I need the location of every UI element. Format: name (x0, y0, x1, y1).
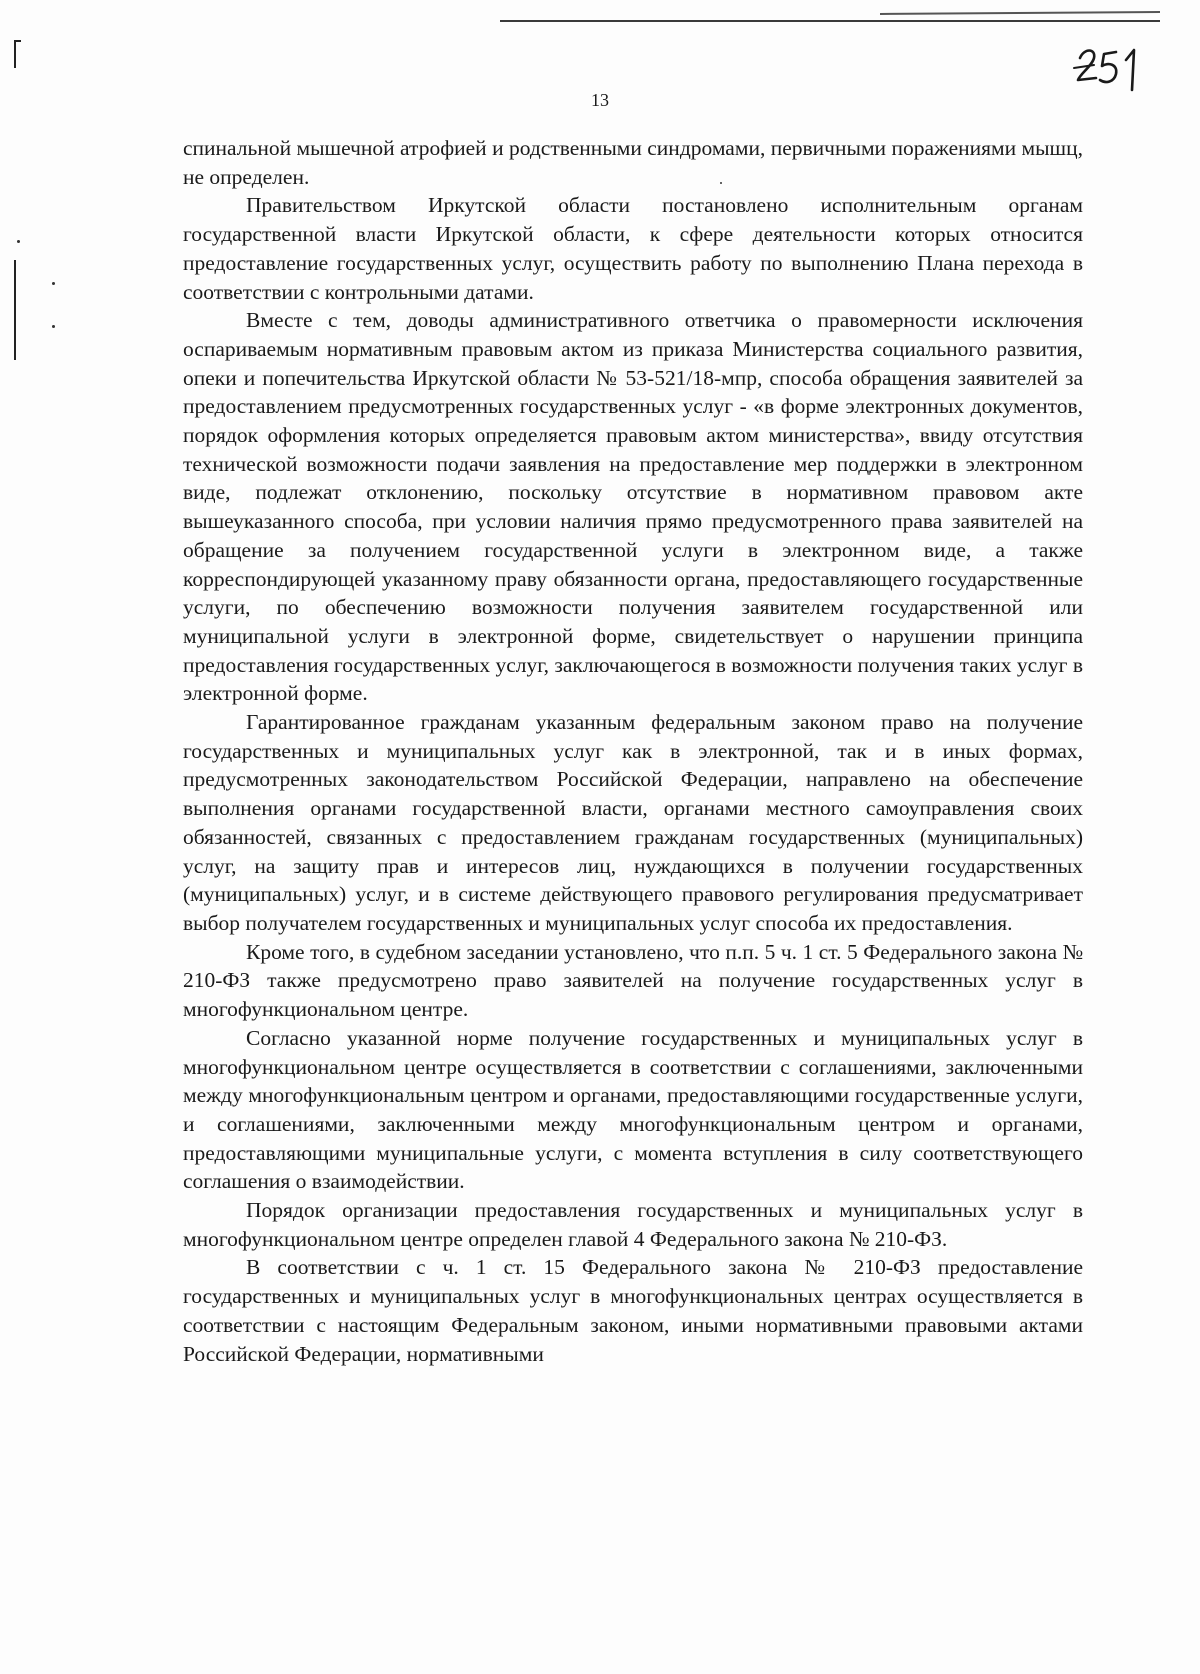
scan-margin-mark (14, 40, 21, 42)
paragraph: Порядок организации предоставления государственных и муниципальных услуг в многофункциональном центре определен главой 4 Федерального закона № 210-ФЗ. (183, 1198, 1083, 1251)
scan-speck (17, 240, 20, 243)
scan-top-rule-secondary (880, 11, 1160, 15)
paragraph: Гарантированное гражданам указанным федеральным законом право на получение государственных и муниципальных услуг как в электронной, так и в иных формах, предусмотренных законодательством Российской Федерации, направлено на обеспечение выполнения органами государственной власти, органами местного самоуправления своих обязанностей, связанных с предоставлением гражданам государственных (муниципальных) услуг, на защиту прав и интересов лиц, нуждающихся в получении государственных (муниципальных) услуг, и в системе действующего правового регулирования предусматривает выбор получателем государственных и муниципальных услуг способа их предоставления. (183, 710, 1083, 935)
scan-margin-mark (14, 40, 16, 68)
scan-speck (52, 282, 55, 285)
paragraph: В соответствии с ч. 1 ст. 15 Федерального закона № 210-ФЗ предоставление государственных и муниципальных услуг в многофункциональных центрах осуществляется в соответствии с настоящим Федеральным законом, иными нормативными правовыми актами Российской Федерации, нормативными (183, 1255, 1083, 1366)
scan-margin-bar (14, 260, 16, 360)
paragraph: Вместе с тем, доводы административного ответчика о правомерности исключения оспариваемым нормативным правовым актом из приказа Министерства социального развития, опеки и попечительства Иркутской области № 53-521/18-мпр, способа обращения заявителей за предоставлением предусмотренных государственных услуг - «в форме электронных документов, порядок оформления которых определяется правовым актом министерства», ввиду отсутствия технической возможности подачи заявления на предоставление мер поддержки в электронном виде, подлежат отклонению, поскольку отсутствие в нормативном правовом акте вышеуказанного способа, при условии наличия прямо предусмотренного права заявителей на обращение за получением государственной услуги в электронном виде, а также корреспондирующей указанному праву обязанности органа, предоставляющего государственные услуги, по обеспечению возможности получения заявителем государственной или муниципальной услуги в электронной форме, свидетельствует о нарушении принципа предоставления государственных услуг, заключающегося в возможности получения таких услуг в электронной форме. (183, 308, 1083, 706)
scan-top-rule (500, 20, 1160, 22)
paragraph: Согласно указанной норме получение государственных и муниципальных услуг в многофункциональном центре осуществляется в соответствии с соглашениями, заключенными между многофункциональным центром и органами, предоставляющими государственные услуги, и соглашениями, заключенными между многофункциональным центром и органами, предоставляющими муниципальные услуги, с момента вступления в силу соответствующего соглашения о взаимодействии. (183, 1025, 1083, 1194)
paragraph: спинальной мышечной атрофией и родственными синдромами, первичными поражениями мышц, не определен. (183, 136, 1083, 189)
scan-speck (52, 325, 55, 328)
document-body (183, 134, 1083, 1368)
paragraph: Кроме того, в судебном заседании установлено, что п.п. 5 ч. 1 ст. 5 Федерального закона № 210-ФЗ также предусмотрено право заявителей на получение государственных услуг в многофункциональном центре. (183, 939, 1083, 1022)
paragraph: Правительством Иркутской области постановлено исполнительным органам государственной власти Иркутской области, к сфере деятельности которых относится предоставление государственных услуг, осуществить работу по выполнению Плана перехода в соответствии с контрольными датами. (183, 193, 1083, 304)
handwritten-folio-number (1070, 38, 1150, 98)
page-number: 13 (591, 90, 609, 110)
